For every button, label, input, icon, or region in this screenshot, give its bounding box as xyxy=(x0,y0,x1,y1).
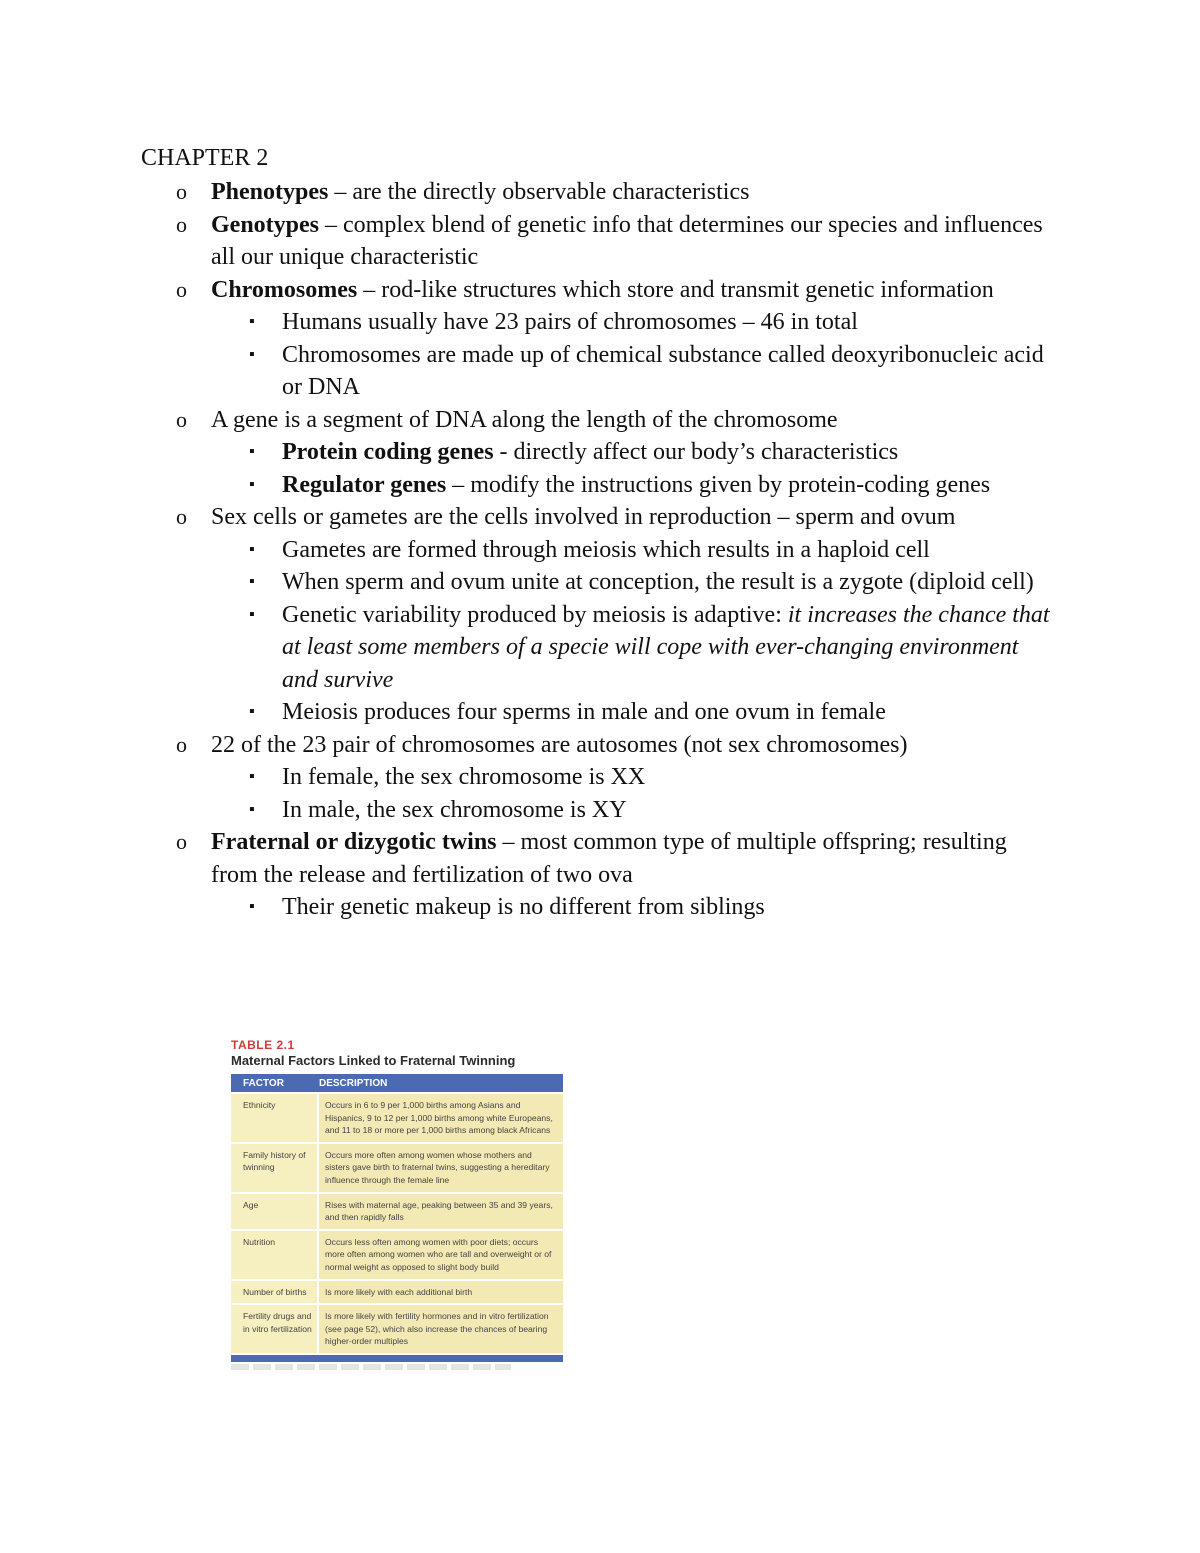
item-text xyxy=(282,696,1052,729)
item-text xyxy=(211,209,1051,274)
factor-cell: Fertility drugs and in vitro fertilization xyxy=(231,1305,317,1353)
definition: Humans usually have 23 pairs of chromosomes – 46 in total xyxy=(282,309,858,335)
table-row xyxy=(231,1229,563,1279)
item-text xyxy=(282,339,1052,404)
definition: – are the directly observable characteristics xyxy=(328,179,750,205)
circle-bullet-icon: o xyxy=(176,829,187,854)
list-item xyxy=(0,274,1200,307)
sub-list-item xyxy=(0,599,1200,697)
item-text xyxy=(282,306,1052,339)
table-image xyxy=(231,1038,563,1370)
term: Protein coding genes xyxy=(282,439,494,465)
item-text xyxy=(282,436,1052,469)
item-text xyxy=(282,469,1052,502)
circle-bullet-icon: o xyxy=(176,504,187,529)
term: Phenotypes xyxy=(211,179,329,205)
table-title: Maternal Factors Linked to Fraternal Twinning xyxy=(231,1053,516,1068)
table-row xyxy=(231,1279,563,1304)
item-text xyxy=(282,566,1052,599)
table-row xyxy=(231,1142,563,1192)
factor-cell: Number of births xyxy=(231,1281,317,1304)
term: Chromosomes xyxy=(211,276,358,303)
term: Regulator genes xyxy=(282,471,447,498)
definition: Sex cells or gametes are the cells involved in reproduction – sperm and ovum xyxy=(211,504,956,530)
term: Genotypes xyxy=(211,211,319,238)
column-header-description: DESCRIPTION xyxy=(319,1077,388,1089)
item-text xyxy=(211,729,1051,762)
table-row xyxy=(231,1303,563,1353)
item-text xyxy=(211,274,1051,307)
item-text xyxy=(211,176,1051,209)
square-bullet-icon: ▪ xyxy=(249,800,255,818)
square-bullet-icon: ▪ xyxy=(249,605,255,623)
list-item xyxy=(0,826,1200,891)
sub-list-item xyxy=(0,794,1200,827)
square-bullet-icon: ▪ xyxy=(249,475,255,493)
table-row xyxy=(231,1092,563,1142)
definition: A gene is a segment of DNA along the length of the chromosome xyxy=(211,406,838,433)
circle-bullet-icon: o xyxy=(176,731,187,757)
factor-cell: Family history of twinning xyxy=(231,1144,317,1192)
list-item xyxy=(0,209,1200,274)
table-footnote-faded xyxy=(231,1364,511,1370)
notes-list xyxy=(0,176,1200,924)
definition: – complex blend of genetic info that determines our species and influences all our unique characteristic xyxy=(211,211,1043,270)
item-text xyxy=(282,794,1052,827)
square-bullet-icon: ▪ xyxy=(249,703,255,720)
factor-cell: Nutrition xyxy=(231,1231,317,1279)
description-cell: Occurs less often among women with poor diets; occurs more often among women who are tall and overweight or of normal weight as opposed to slight body build xyxy=(317,1231,563,1279)
table-header xyxy=(231,1074,563,1092)
sub-list-item xyxy=(0,696,1200,729)
item-text xyxy=(282,761,1052,794)
definition: In male, the sex chromosome is XY xyxy=(282,796,627,823)
definition: When sperm and ovum unite at conception, the result is a zygote (diploid cell) xyxy=(282,569,1034,595)
table-row xyxy=(231,1192,563,1229)
square-bullet-icon: ▪ xyxy=(249,768,255,785)
square-bullet-icon: ▪ xyxy=(249,345,255,363)
definition: Meiosis produces four sperms in male and one ovum in female xyxy=(282,699,886,725)
table-body xyxy=(231,1092,563,1353)
definition: Chromosomes are made up of chemical substance called deoxyribonucleic acid or DNA xyxy=(282,341,1044,400)
list-item xyxy=(0,729,1200,762)
circle-bullet-icon: o xyxy=(176,276,187,302)
definition: Gametes are formed through meiosis which results in a haploid cell xyxy=(282,536,930,563)
table-number: TABLE 2.1 xyxy=(231,1038,295,1052)
circle-bullet-icon: o xyxy=(176,211,187,237)
list-item xyxy=(0,176,1200,209)
definition: Their genetic makeup is no different from siblings xyxy=(282,894,765,920)
sub-list-item xyxy=(0,566,1200,599)
description-cell: Occurs more often among women whose mothers and sisters gave birth to fraternal twins, suggesting a hereditary influence through the female line xyxy=(317,1144,563,1192)
square-bullet-icon: ▪ xyxy=(249,898,255,915)
item-text xyxy=(211,501,1051,534)
item-text xyxy=(282,599,1052,697)
sub-list-item xyxy=(0,306,1200,339)
definition: Genetic variability produced by meiosis is adaptive: xyxy=(282,601,788,628)
chapter-heading: CHAPTER 2 xyxy=(141,145,269,171)
list-item xyxy=(0,404,1200,437)
definition: – rod-like structures which store and transmit genetic information xyxy=(357,276,994,303)
definition: 22 of the 23 pair of chromosomes are autosomes (not sex chromosomes) xyxy=(211,731,908,758)
sub-list-item xyxy=(0,436,1200,469)
sub-list-item xyxy=(0,761,1200,794)
description-cell: Is more likely with fertility hormones and in vitro fertilization (see page 52), which also increase the chances of bearing higher-order multiples xyxy=(317,1305,563,1353)
circle-bullet-icon: o xyxy=(176,406,187,432)
factor-cell: Ethnicity xyxy=(231,1094,317,1142)
list-item xyxy=(0,501,1200,534)
emphasis: it increases the chance that at least some members of a specie will cope with ever-changing environment and survive xyxy=(282,601,1050,693)
description-cell: Occurs in 6 to 9 per 1,000 births among Asians and Hispanics, 9 to 12 per 1,000 births among white Europeans, and 11 to 18 or more per 1,000 births among black Africans xyxy=(317,1094,563,1142)
sub-list-item xyxy=(0,891,1200,924)
square-bullet-icon: ▪ xyxy=(249,443,255,460)
sub-list-item xyxy=(0,469,1200,502)
definition: – most common type of multiple offspring; resulting from the release and fertilization of two ova xyxy=(211,829,1007,888)
sub-list-item xyxy=(0,534,1200,567)
definition: In female, the sex chromosome is XX xyxy=(282,764,646,790)
item-text xyxy=(282,891,1052,924)
sub-list-item xyxy=(0,339,1200,404)
column-header-factor: FACTOR xyxy=(243,1077,284,1089)
square-bullet-icon: ▪ xyxy=(249,573,255,590)
term: Fraternal or dizygotic twins xyxy=(211,829,497,855)
definition: - directly affect our body’s characteristics xyxy=(493,439,899,465)
item-text xyxy=(211,404,1051,437)
square-bullet-icon: ▪ xyxy=(249,313,255,330)
square-bullet-icon: ▪ xyxy=(249,540,255,558)
description-cell: Is more likely with each additional birth xyxy=(317,1281,563,1304)
circle-bullet-icon: o xyxy=(176,179,187,204)
factor-cell: Age xyxy=(231,1194,317,1229)
item-text xyxy=(211,826,1051,891)
description-cell: Rises with maternal age, peaking between 35 and 39 years, and then rapidly falls xyxy=(317,1194,563,1229)
definition: – modify the instructions given by protein-coding genes xyxy=(446,471,991,498)
table-footer-bar xyxy=(231,1355,563,1362)
item-text xyxy=(282,534,1052,567)
